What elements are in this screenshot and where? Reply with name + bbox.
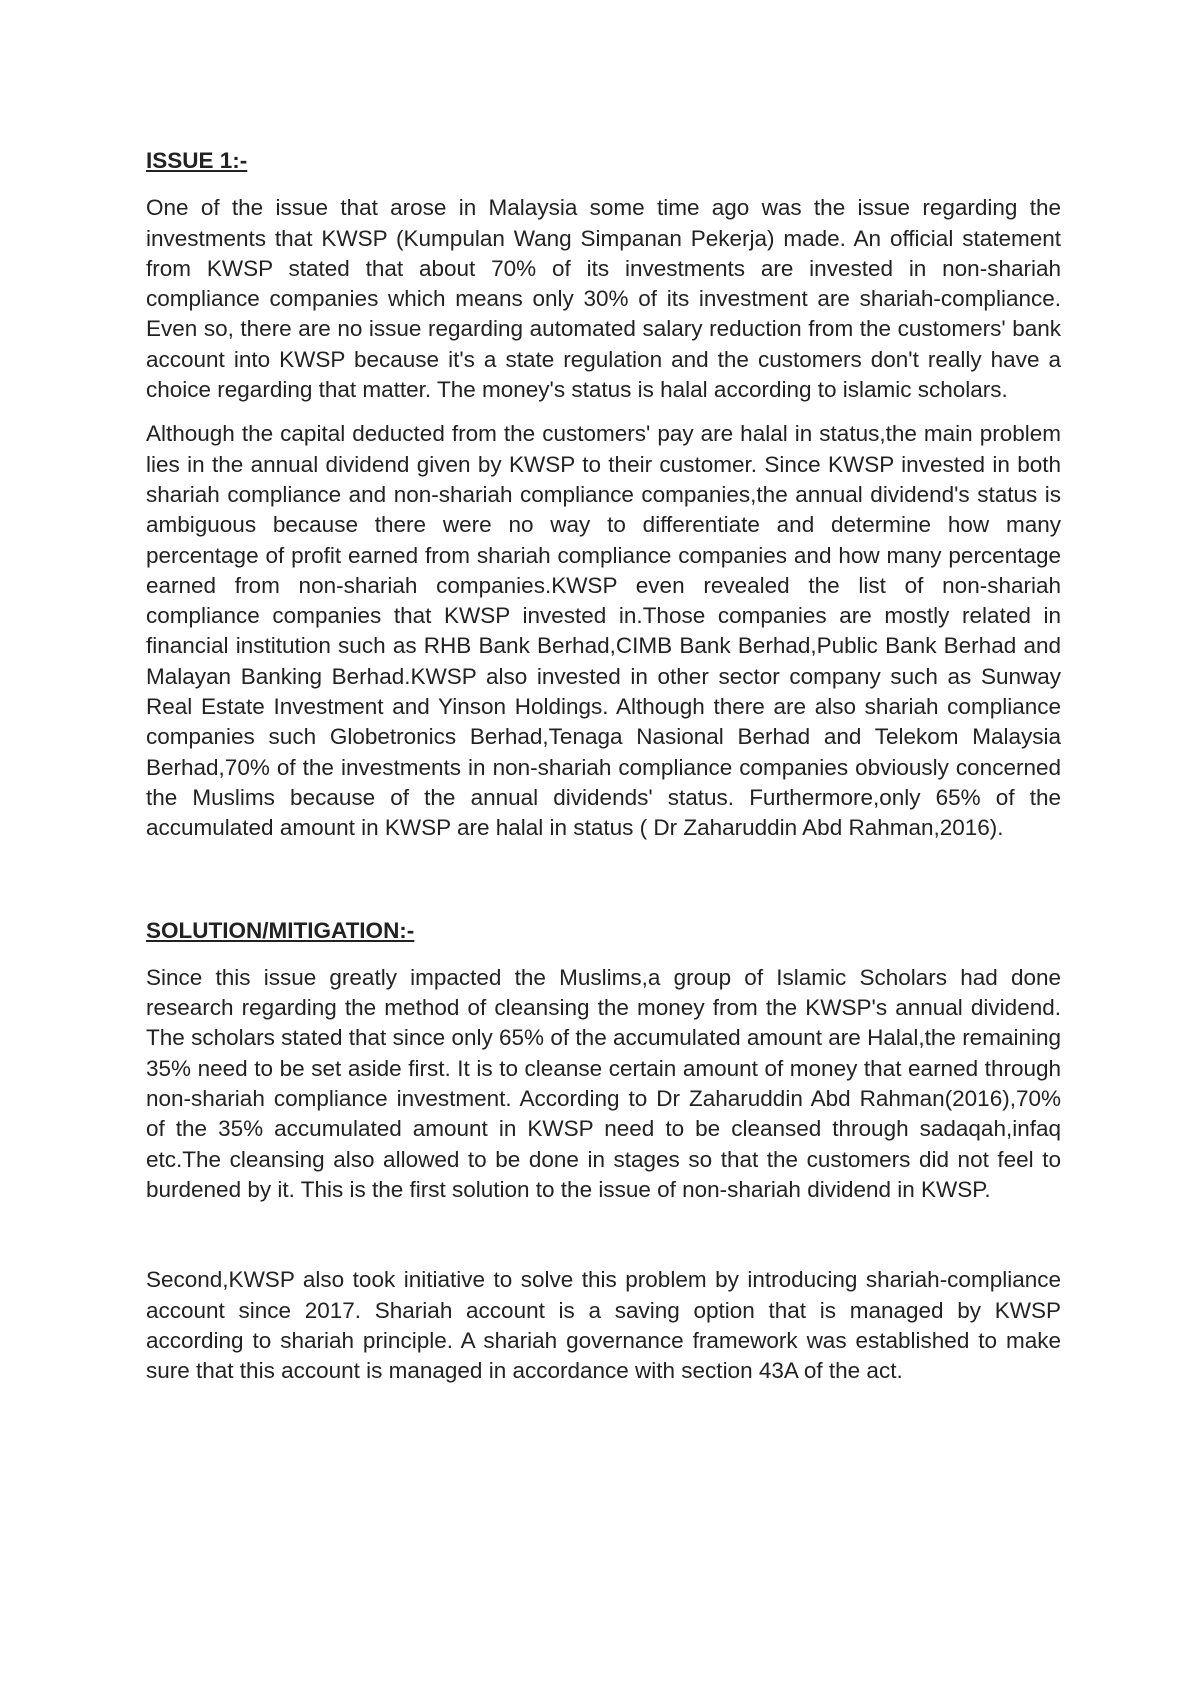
document-body — [146, 146, 1061, 1400]
issue-paragraph-1: One of the issue that arose in Malaysia some time ago was the issue regarding the investments that KWSP (Kumpulan Wang Simpanan Pekerja) made. An official statement from KWSP stated that about 70% of its investments are invested in non-shariah compliance companies which means only 30% of its investment are shariah-compliance. Even so, there are no issue regarding automated salary reduction from the customers' bank account into KWSP because it's a state regulation and the customers don't really have a choice regarding that matter. The money's status is halal according to islamic scholars. — [146, 195, 1061, 403]
issue-paragraph-2: Although the capital deducted from the customers' pay are halal in status,the main problem lies in the annual dividend given by KWSP to their customer. Since KWSP invested in both shariah compliance and non-shariah compliance companies,the annual dividend's status is ambiguous because there were no way to differentiate and determine how many percentage of profit earned from shariah compliance companies and how many percentage earned from non-shariah companies.KWSP even revealed the list of non-shariah compliance companies that KWSP invested in.Those companies are mostly related in financial institution such as RHB Bank Berhad,CIMB Bank Berhad,Public Bank Berhad and Malayan Banking Berhad.KWSP also invested in other sector company such as Sunway Real Estate Investment and Yinson Holdings. Although there are also shariah compliance companies such Globetronics Berhad,Tenaga Nasional Berhad and Telekom Malaysia Berhad,70% of the investments in non-shariah compliance companies obviously concerned the Muslims because of the annual dividends' status. Furthermore,only 65% of the accumulated amount in KWSP are halal in status ( Dr Zaharuddin Abd Rahman,2016). — [146, 421, 1061, 841]
solution-paragraph-1: Since this issue greatly impacted the Muslims,a group of Islamic Scholars had done research regarding the method of cleansing the money from the KWSP's annual dividend. The scholars stated that since only 65% of the accumulated amount are Halal,the remaining 35% need to be set aside first. It is to cleanse certain amount of money that earned through non-shariah compliance investment. According to Dr Zaharuddin Abd Rahman(2016),70% of the 35% accumulated amount in KWSP need to be cleansed through sadaqah,infaq etc.The cleansing also allowed to be done in stages so that the customers did not feel to burdened by it. This is the first solution to the issue of non-shariah dividend in KWSP. — [146, 964, 1061, 1202]
issue-heading: ISSUE 1:- — [146, 148, 248, 173]
solution-heading: SOLUTION/MITIGATION:- — [146, 917, 415, 943]
solution-paragraph-2: Second,KWSP also took initiative to solve this problem by introducing shariah-compliance account since 2017. Shariah account is a saving option that is managed by KWSP according to shariah principle. A shariah governance framework was established to make sure that this account is managed in accordance with section 43A of the act. — [146, 1267, 1061, 1384]
